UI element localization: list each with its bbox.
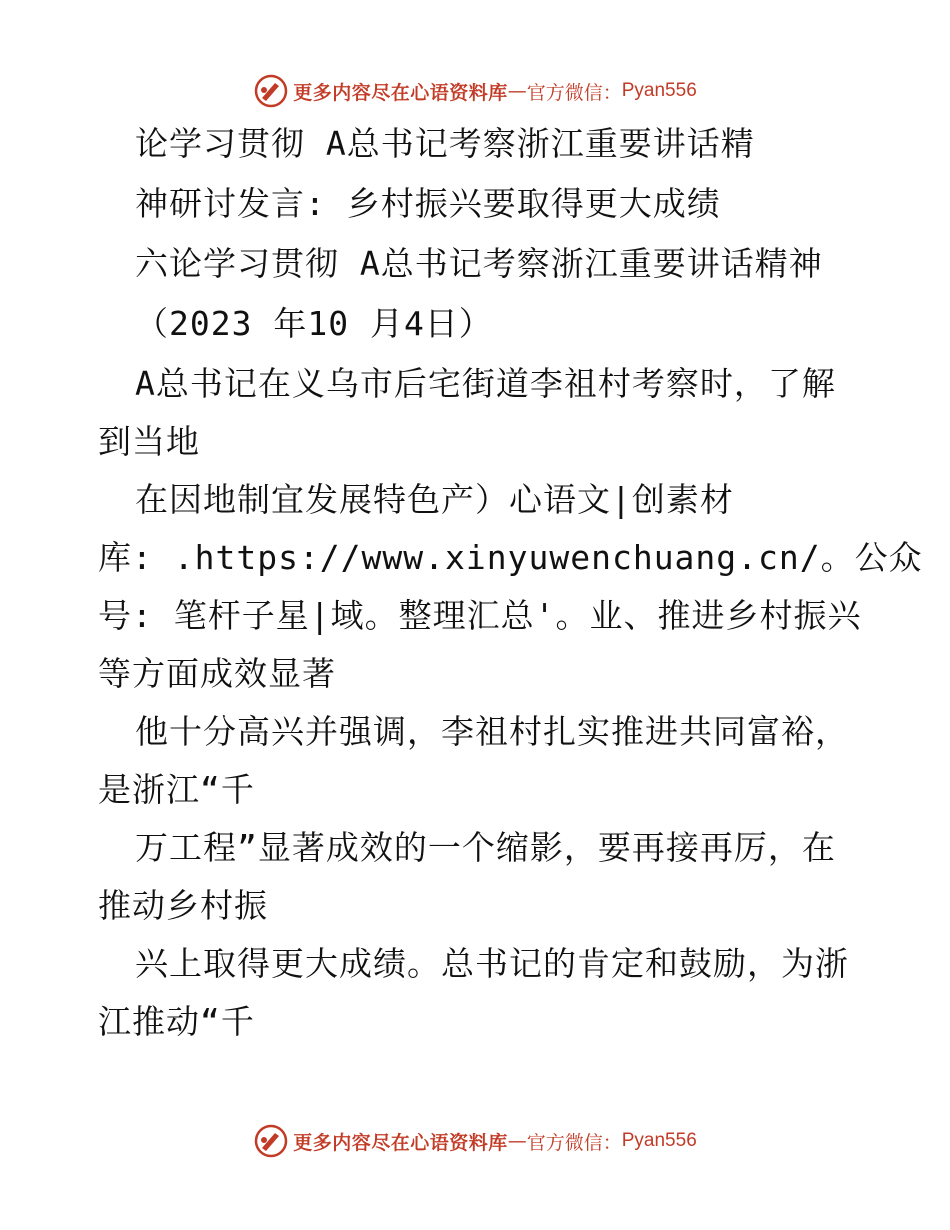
banner-wechat-label: 官方微信： — [526, 1131, 622, 1154]
header-banner — [0, 71, 950, 111]
paragraph-line: 在因地制宜发展特色产）心语文|创素材 — [135, 480, 734, 519]
paragraph-line: 等方面成效显著 — [98, 654, 336, 693]
subtitle-line: 六论学习贯彻 A总书记考察浙江重要讲话精神 — [135, 244, 823, 283]
banner-title: 更多内容尽在心语资料库 — [293, 1131, 508, 1154]
paragraph-line: 推动乡村振 — [98, 886, 268, 925]
paragraph-line: 万工程”显著成效的一个缩影，要再接再厉，在 — [135, 828, 836, 867]
banner-wechat-label: 官方微信： — [526, 81, 622, 104]
paragraph-line: A总书记在义乌市后宅街道李祖村考察时，了解 — [135, 364, 836, 403]
paragraph-line: 他十分高兴并强调，李祖村扎实推进共同富裕， — [135, 712, 849, 751]
pen-logo-icon — [253, 1123, 289, 1159]
banner-wechat-id: Pyan556 — [621, 1130, 697, 1151]
title-line-1: 论学习贯彻 A总书记考察浙江重要讲话精 — [135, 124, 755, 163]
paragraph-line: 兴上取得更大成绩。总书记的肯定和鼓励，为浙 — [135, 944, 849, 983]
banner-separator: — — [507, 80, 527, 102]
pen-logo-icon — [253, 73, 289, 109]
paragraph-line: 江推动“千 — [98, 1002, 255, 1041]
banner-wechat-id: Pyan556 — [621, 80, 697, 101]
paragraph-line: 号: 笔杆子星|域。整理汇总'。业、推进乡村振兴 — [98, 596, 862, 635]
title-line-2: 神研讨发言: 乡村振兴要取得更大成绩 — [135, 184, 721, 223]
date-line: （2023 年10 月4日） — [135, 304, 493, 343]
footer-banner — [0, 1121, 950, 1161]
banner-separator: — — [507, 1130, 527, 1152]
paragraph-line: 库: .https://www.xinyuwenchuang.cn/。公众 — [98, 538, 923, 577]
paragraph-line: 到当地 — [98, 422, 200, 461]
banner-title: 更多内容尽在心语资料库 — [293, 81, 508, 104]
paragraph-line: 是浙江“千 — [98, 770, 255, 809]
